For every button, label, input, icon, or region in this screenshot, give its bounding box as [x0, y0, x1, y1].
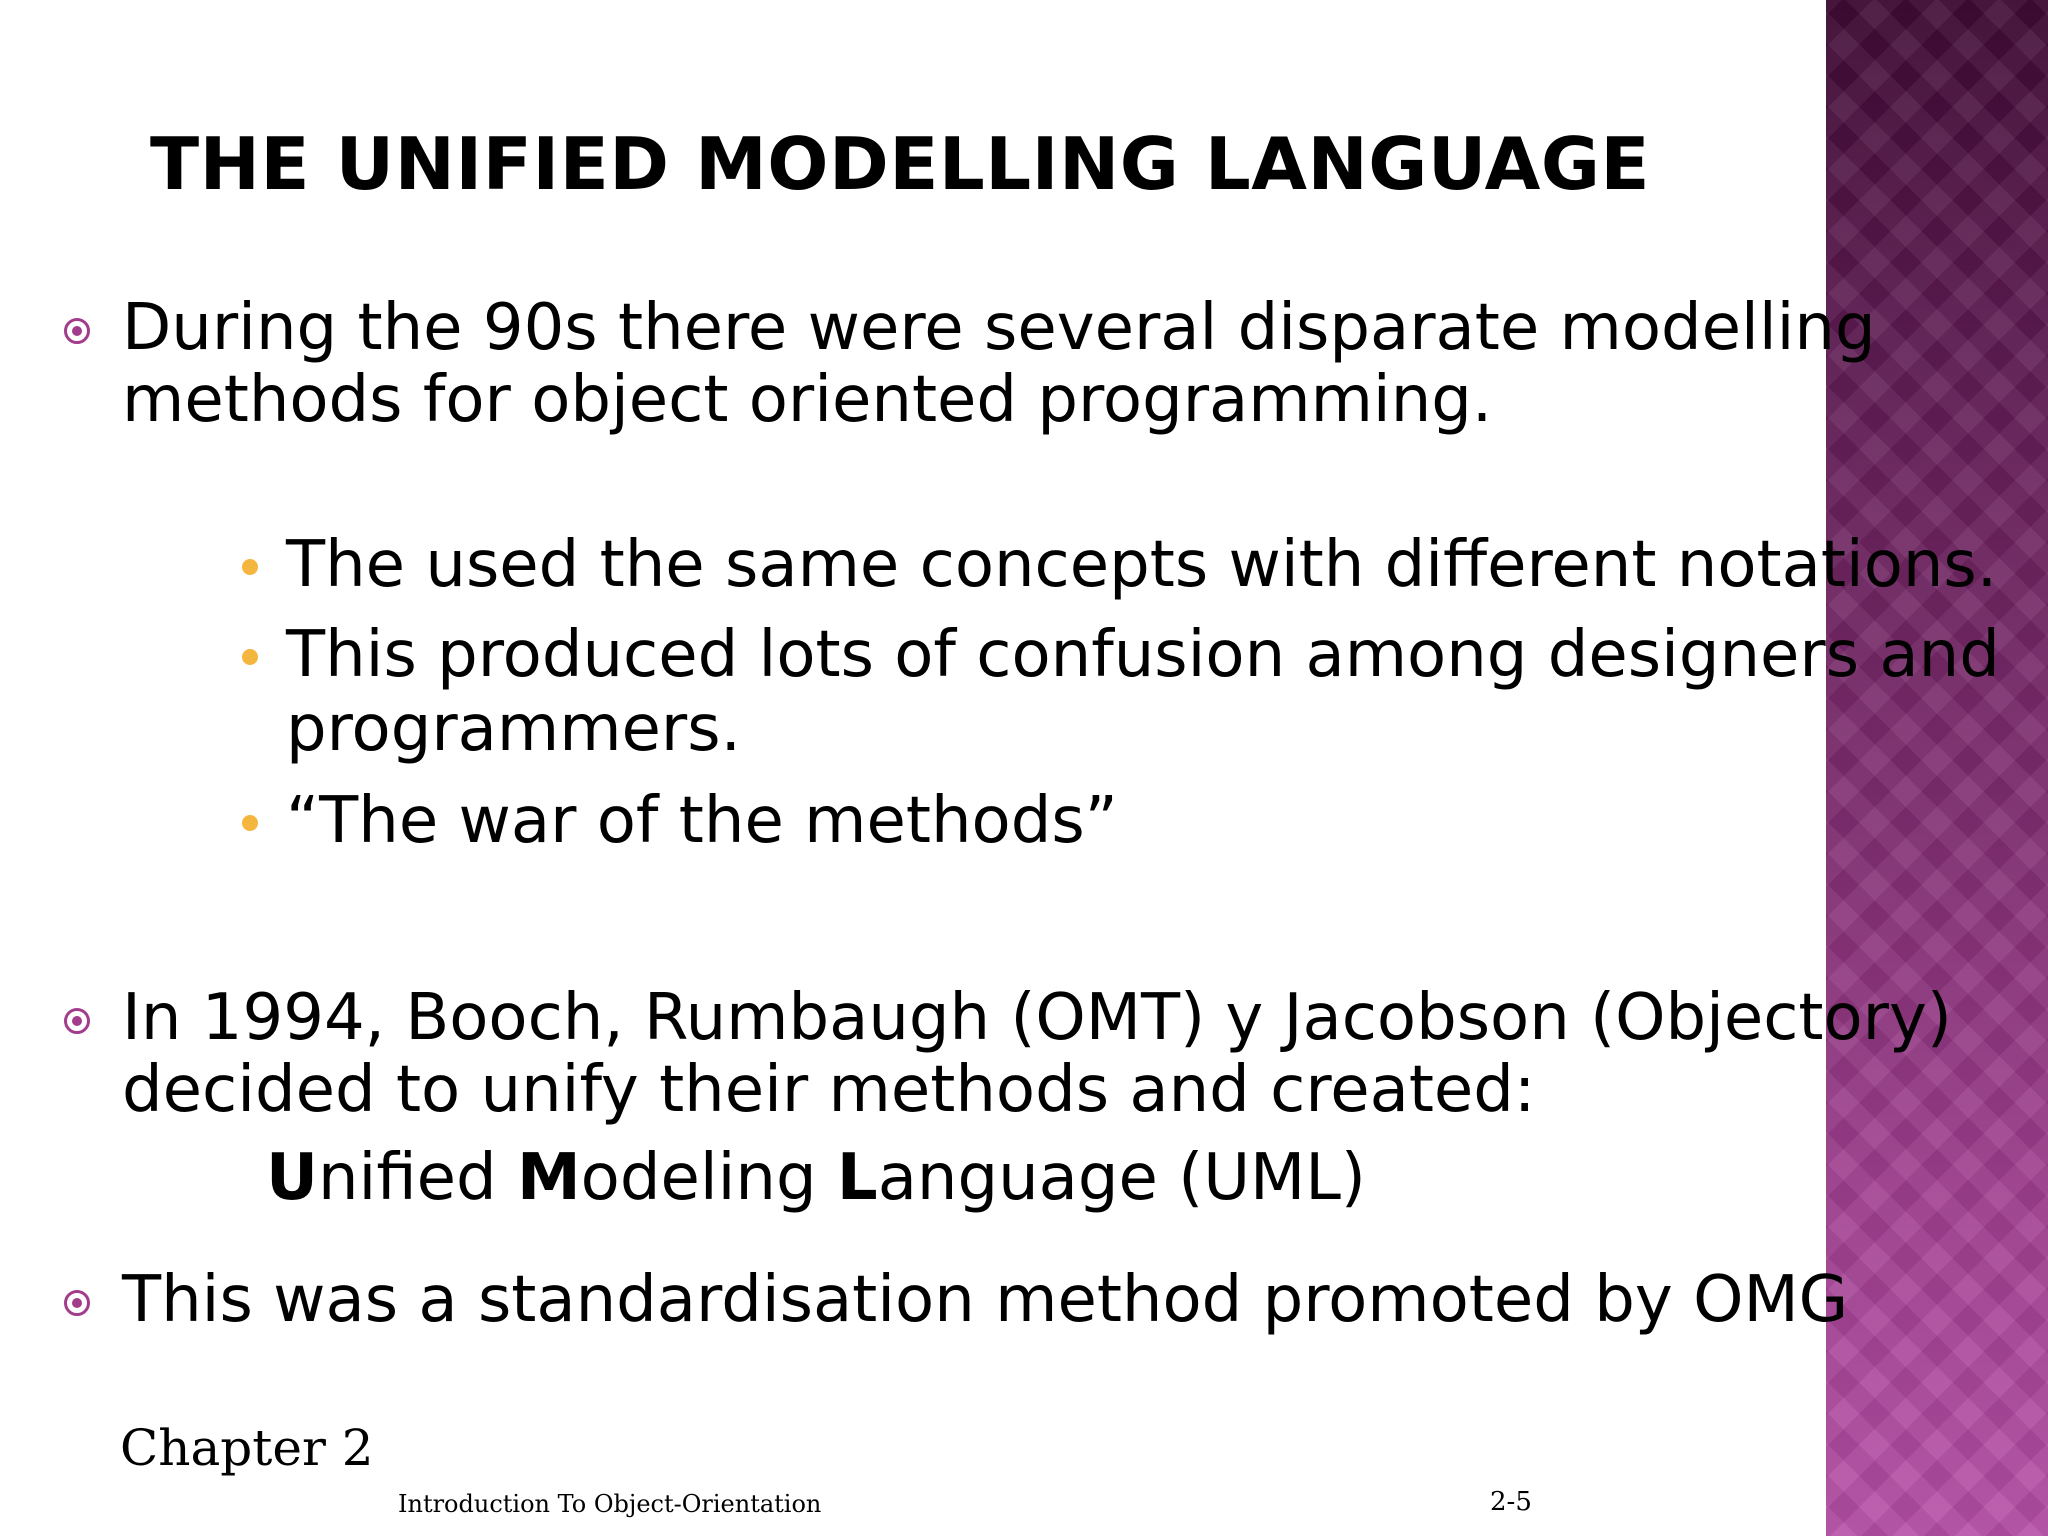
bullet-1: [122, 292, 1876, 436]
sub-bullet-2: [286, 618, 2000, 766]
footer-title: Introduction To Object-Orientation: [398, 1490, 822, 1518]
chapter-label: Chapter 2: [120, 1419, 374, 1477]
dot-bullet-icon: [242, 649, 258, 665]
sub-bullet-2-line-1: This produced lots of confusion among designers and: [286, 618, 2000, 692]
slide-title: THE UNIFIED MODELLING LANGUAGE: [150, 122, 1651, 206]
bullet-2-line-2: decided to unify their methods and created:: [122, 1053, 1536, 1127]
sub-bullet-1: [286, 528, 1997, 602]
dot-bullet-icon: [242, 815, 258, 831]
sub-bullet-3-text: “The war of the methods”: [286, 784, 1118, 858]
circled-dot-bullet-icon: [64, 1008, 90, 1034]
bullet-2: [122, 982, 1952, 1126]
bullet-1-line-1: During the 90s there were several disparate modelling: [122, 291, 1876, 365]
uml-u-initial: U: [266, 1141, 318, 1215]
circled-dot-bullet-icon: [64, 1290, 90, 1316]
bullet-2-line-1: In 1994, Booch, Rumbaugh (OMT) y Jacobson (Objectory): [122, 981, 1952, 1055]
circled-dot-bullet-icon: [64, 318, 90, 344]
uml-u-rest: nified: [317, 1141, 517, 1215]
uml-l-rest: anguage (UML): [877, 1141, 1366, 1215]
page-number: 2-5: [1490, 1487, 1532, 1517]
bullet-3: [122, 1264, 1848, 1336]
uml-l-initial: L: [836, 1141, 878, 1215]
uml-m-initial: M: [516, 1141, 581, 1215]
bullet-1-line-2: methods for object oriented programming.: [122, 363, 1493, 437]
uml-m-rest: odeling: [580, 1141, 837, 1215]
sub-bullet-2-line-2: programmers.: [286, 692, 741, 766]
decorative-side-band: [1826, 0, 2048, 1536]
uml-expansion: [266, 1138, 1366, 1218]
sub-bullet-3: [286, 784, 1118, 858]
sub-bullet-1-text: The used the same concepts with different notations.: [286, 528, 1998, 602]
dot-bullet-icon: [242, 559, 258, 575]
bullet-3-text: This was a standardisation method promoted by OMG: [122, 1263, 1849, 1337]
